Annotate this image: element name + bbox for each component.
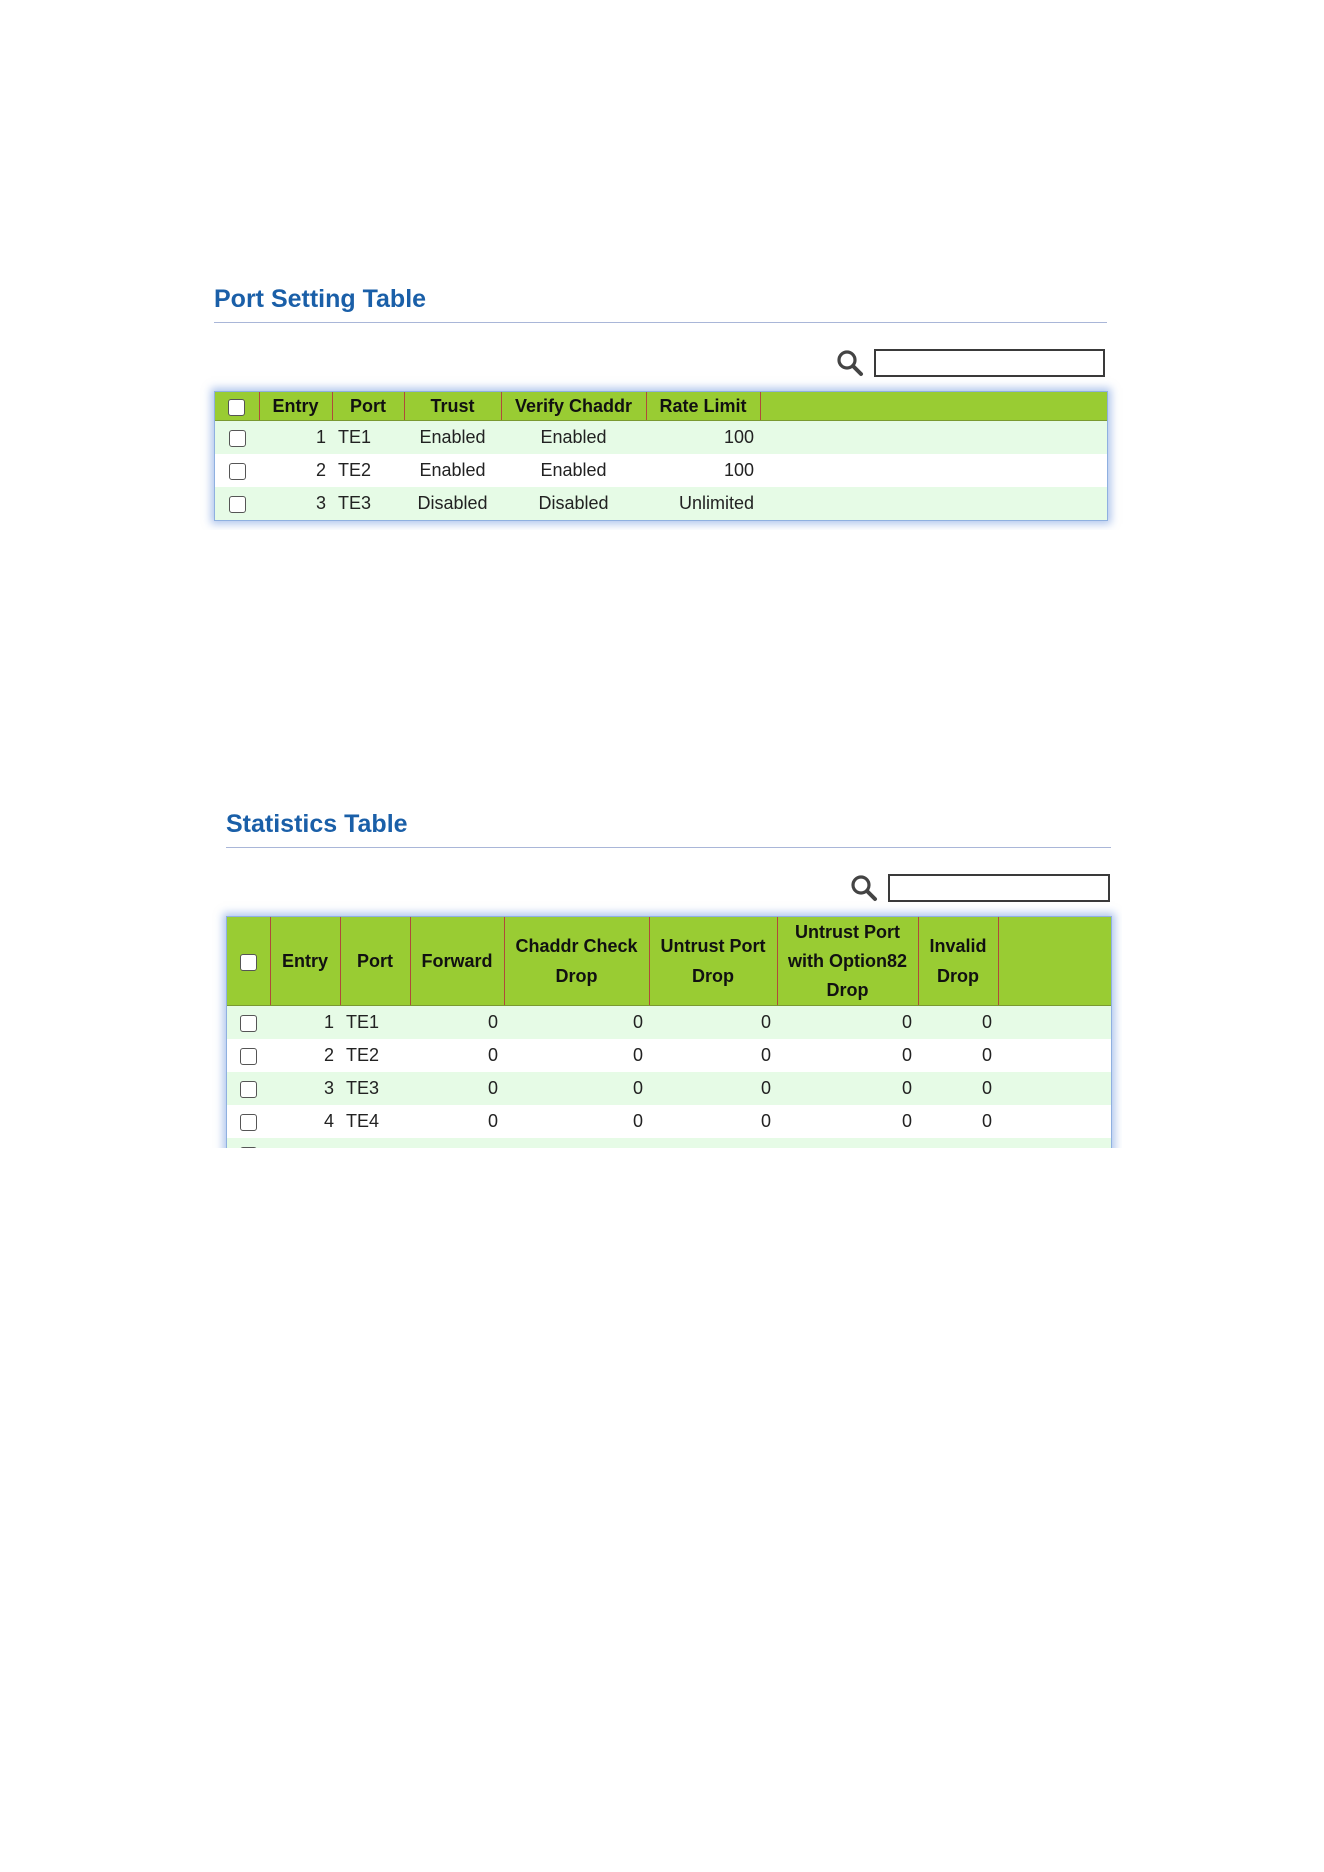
statistics-table: [227, 917, 1111, 1148]
row-checkbox[interactable]: [240, 1081, 257, 1098]
cell-port: TE3: [340, 1072, 410, 1105]
select-all-checkbox[interactable]: [228, 399, 245, 416]
cell-port: TE1: [340, 1006, 410, 1040]
table-row[interactable]: [215, 421, 1107, 455]
table-row[interactable]: [227, 1072, 1111, 1105]
cell-rate-limit: 100: [646, 454, 760, 487]
column-header-invalid-drop[interactable]: Invalid Drop: [918, 917, 998, 1006]
cell-verify-chaddr: Enabled: [501, 454, 646, 487]
column-header-port[interactable]: Port: [340, 917, 410, 1006]
row-checkbox[interactable]: [229, 430, 246, 447]
cell-rate-limit: 100: [646, 421, 760, 455]
cell-chaddr-check-drop: 0: [504, 1006, 649, 1040]
column-header-untrust-port-drop[interactable]: Untrust Port Drop: [649, 917, 777, 1006]
cell-trust: Enabled: [404, 421, 501, 455]
search-icon[interactable]: [836, 349, 864, 377]
table-header-row: [227, 917, 1111, 1006]
row-checkbox[interactable]: [240, 1114, 257, 1131]
cell-entry: 3: [270, 1072, 340, 1105]
column-header-port[interactable]: Port: [332, 392, 404, 421]
cell-chaddr-check-drop: 0: [504, 1039, 649, 1072]
cell-forward: 0: [410, 1105, 504, 1138]
cell-verify-chaddr: Enabled: [501, 421, 646, 455]
cell-invalid-drop: 0: [918, 1072, 998, 1105]
column-header-entry[interactable]: Entry: [270, 917, 340, 1006]
cell-port: TE4: [340, 1105, 410, 1138]
cell-untrust-port-drop: 0: [649, 1006, 777, 1040]
cell-untrust-port-drop: 0: [649, 1039, 777, 1072]
search-icon[interactable]: [850, 874, 878, 902]
row-checkbox[interactable]: [240, 1015, 257, 1032]
table-row[interactable]: [227, 1105, 1111, 1138]
statistics-title: Statistics Table: [226, 810, 408, 838]
cell-port: TE1: [332, 421, 404, 455]
table-row[interactable]: [227, 1039, 1111, 1072]
row-checkbox[interactable]: [240, 1147, 257, 1148]
port-setting-grid: [214, 391, 1108, 521]
cell-untrust-port-drop: 0: [649, 1105, 777, 1138]
cell-untrust-port-drop: 0: [649, 1072, 777, 1105]
cell-port: TE2: [332, 454, 404, 487]
column-header-verify-chaddr[interactable]: Verify Chaddr: [501, 392, 646, 421]
column-header-forward[interactable]: Forward: [410, 917, 504, 1006]
port-setting-section: [200, 275, 1124, 530]
table-row[interactable]: [215, 487, 1107, 520]
table-row[interactable]: [227, 1006, 1111, 1040]
table-header-row: [215, 392, 1107, 421]
port-setting-search: [836, 349, 1105, 377]
cell-untrust-option82-drop: 0: [777, 1072, 918, 1105]
statistics-grid: [226, 916, 1112, 1148]
row-checkbox[interactable]: [229, 463, 246, 480]
column-header-entry[interactable]: Entry: [259, 392, 332, 421]
cell-entry: 1: [259, 421, 332, 455]
column-header-chaddr-check-drop[interactable]: Chaddr Check Drop: [504, 917, 649, 1006]
cell-entry: 2: [270, 1039, 340, 1072]
cell-verify-chaddr: Disabled: [501, 487, 646, 520]
cell-entry: 3: [259, 487, 332, 520]
cell-port: TE2: [340, 1039, 410, 1072]
table-row-partial[interactable]: [227, 1138, 1111, 1148]
table-row[interactable]: [215, 454, 1107, 487]
cell-trust: Enabled: [404, 454, 501, 487]
title-divider: [214, 322, 1107, 323]
cell-rate-limit: Unlimited: [646, 487, 760, 520]
statistics-search-input[interactable]: [888, 874, 1110, 902]
statistics-search: [850, 874, 1110, 902]
select-all-checkbox[interactable]: [240, 954, 257, 971]
cell-entry: 2: [259, 454, 332, 487]
cell-chaddr-check-drop: 0: [504, 1105, 649, 1138]
title-divider: [226, 847, 1111, 848]
column-header-untrust-option82-drop[interactable]: Untrust Port with Option82 Drop: [777, 917, 918, 1006]
column-header-filler: [760, 392, 1107, 421]
cell-invalid-drop: 0: [918, 1039, 998, 1072]
cell-entry: 1: [270, 1006, 340, 1040]
select-all-header: [227, 917, 270, 1006]
cell-forward: 0: [410, 1072, 504, 1105]
cell-untrust-option82-drop: 0: [777, 1039, 918, 1072]
row-checkbox[interactable]: [229, 496, 246, 513]
cell-untrust-option82-drop: 0: [777, 1105, 918, 1138]
cell-trust: Disabled: [404, 487, 501, 520]
column-header-filler: [998, 917, 1111, 1006]
cell-untrust-option82-drop: 0: [777, 1006, 918, 1040]
column-header-trust[interactable]: Trust: [404, 392, 501, 421]
port-setting-search-input[interactable]: [874, 349, 1105, 377]
port-setting-table: [215, 392, 1107, 520]
cell-chaddr-check-drop: 0: [504, 1072, 649, 1105]
cell-invalid-drop: 0: [918, 1105, 998, 1138]
row-checkbox[interactable]: [240, 1048, 257, 1065]
cell-invalid-drop: 0: [918, 1006, 998, 1040]
select-all-header: [215, 392, 259, 421]
cell-entry: 4: [270, 1105, 340, 1138]
port-setting-title: Port Setting Table: [214, 285, 427, 313]
cell-port: TE3: [332, 487, 404, 520]
statistics-section: [212, 800, 1122, 1148]
cell-forward: 0: [410, 1039, 504, 1072]
cell-forward: 0: [410, 1006, 504, 1040]
column-header-rate-limit[interactable]: Rate Limit: [646, 392, 760, 421]
